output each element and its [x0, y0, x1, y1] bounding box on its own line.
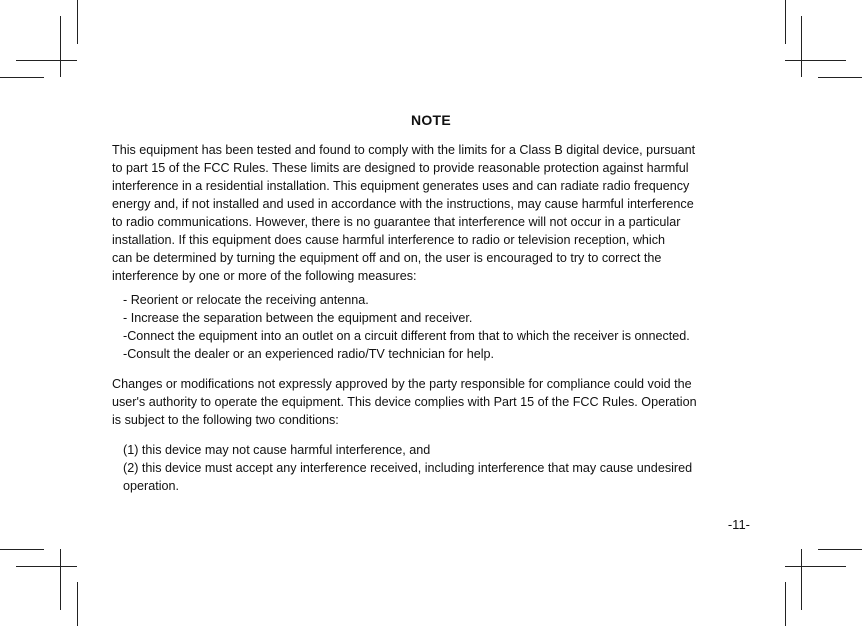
list-item: - Reorient or relocate the receiving antenna.	[123, 293, 369, 307]
paragraph-line: can be determined by turning the equipment off and on, the user is encouraged to try to correct the	[112, 251, 662, 265]
paragraph-line: energy and, if not installed and used in accordance with the instructions, may cause harmful interference	[112, 197, 694, 211]
fcc-statement-paragraph	[112, 141, 762, 285]
crop-mark-top-left-h	[16, 60, 77, 61]
page-number: -11-	[727, 517, 750, 532]
paragraph-line: Changes or modifications not expressly approved by the party responsible for compliance could void the	[112, 377, 692, 391]
paragraph-line: interference in a residential installation. This equipment generates uses and can radiate radio frequency	[112, 179, 690, 193]
list-item: (1) this device may not cause harmful interference, and	[123, 443, 431, 457]
paragraph-line: interference by one or more of the following measures:	[112, 269, 417, 283]
crop-mark-bottom-right-outer-h	[818, 549, 862, 550]
crop-mark-bottom-right-v	[801, 549, 802, 610]
paragraph-line: This equipment has been tested and found to comply with the limits for a Class B digital device, pursuant	[112, 143, 696, 157]
conditions-list	[112, 441, 773, 495]
crop-mark-top-left-outer	[77, 0, 78, 44]
crop-mark-top-left-outer-h	[0, 77, 44, 78]
crop-mark-bottom-left-h	[16, 566, 77, 567]
list-item: -Consult the dealer or an experienced radio/TV technician for help.	[123, 347, 495, 361]
crop-mark-top-right-v	[801, 16, 802, 77]
paragraph-line: is subject to the following two conditions:	[112, 413, 339, 427]
paragraph-line: installation. If this equipment does cause harmful interference to radio or television reception, which	[112, 233, 666, 247]
crop-mark-top-right-h	[785, 60, 846, 61]
crop-mark-top-left-v	[60, 16, 61, 77]
crop-mark-bottom-right-h	[785, 566, 846, 567]
crop-mark-top-right-outer-h	[818, 77, 862, 78]
page-title: NOTE	[410, 112, 452, 128]
list-item: operation.	[123, 479, 180, 493]
crop-mark-bottom-left-outer-h	[0, 549, 44, 550]
crop-mark-bottom-left-v	[60, 549, 61, 610]
list-item: - Increase the separation between the equipment and receiver.	[123, 311, 473, 325]
paragraph-line: to radio communications. However, there is no guarantee that interference will not occur in a particular	[112, 215, 681, 229]
crop-mark-bottom-left-outer	[77, 582, 78, 626]
crop-mark-bottom-right-outer	[785, 582, 786, 626]
list-item: -Connect the equipment into an outlet on a circuit different from that to which the receiver is onnected.	[123, 329, 690, 343]
crop-mark-top-right-outer	[785, 0, 786, 44]
list-item: (2) this device must accept any interference received, including interference that may cause undesired	[123, 461, 693, 475]
measures-list	[112, 291, 773, 363]
compliance-paragraph	[112, 375, 762, 429]
paragraph-line: user's authority to operate the equipment. This device complies with Part 15 of the FCC Rules. Operation	[112, 395, 697, 409]
paragraph-line: to part 15 of the FCC Rules. These limits are designed to provide reasonable protection against harmful	[112, 161, 689, 175]
